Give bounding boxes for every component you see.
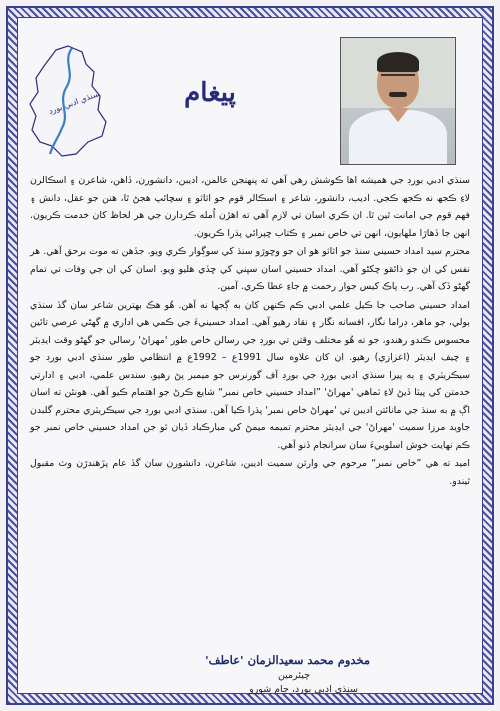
- map-label: سنڌي ادبي بورڊ: [47, 89, 101, 116]
- signatory-role: چيئرمين: [277, 670, 310, 681]
- message-paragraph: محترم سيد امداد حسيني سنڌ جو اثاثو هو ان جو وڇوڙو سنڌ کي سوڳوار ڪري ويو. جڏهن ته موت برحق آهي. هر نفس کي ان جو ذائقو چکڻو آهي. امداد حسيني اسان سڀني کي ڇڏي هليو ويو. اسان کي ان جي وفات تي تمام گهڻو ڏک آهي. رب پاڪ کيس جوار رحمت ۾ جاءِ عطا ڪري. آمين.: [30, 246, 470, 292]
- message-body: [30, 172, 470, 491]
- signature-block: [190, 653, 470, 695]
- signatory-organization: سنڌي ادبي بورڊ، ڄام شورو: [249, 684, 358, 695]
- page-title: پيغام: [184, 78, 236, 108]
- chairman-photo: [340, 37, 456, 165]
- message-paragraph: اميد ته هي ”خاص نمبر“ مرحوم جي وارثن سميت اديبن، شاعرن، دانشورن سان گڏ عام پڙهندڙن وٽ مقبول ٿيندو.: [30, 458, 470, 487]
- signatory-name: مخدوم محمد سعيدالزمان 'عاطف': [205, 653, 370, 667]
- message-paragraph: سنڌي ادبي بورڊ جي هميشه اها ڪوشش رهي آهي ته پنهنجن عالمن، اديبن، دانشورن، ڏاهن، شاعرن ۽ اسڪالرن لاءِ ڪجھ نه ڪجھ ڪجي. اديب، دانشور، شاعر ۽ اسڪالر قوم جو اثاثو ۽ سچائپ هجڻ ٿا، هنن جو عقل، دانش ۽ فهم قوم جي امانت ٿين ٿا. ان ڪري اسان تي لازم آهي ته اهڙن اُمله ڪردارن جي هر لحاظ کان خدمت ڪريون. انهن جا ڏهاڙا ملهايون، انهن تي خاص نمبر ۽ ڪتاب ڇپرائي پڌرا ڪريون.: [30, 175, 470, 239]
- message-paragraph: امداد حسيني صاحب جا ڪيل علمي ادبي ڪم ڪنهن کان به ڳجها نه آهن. هُو هڪ بهترين شاعر سان گڏ سنڌي ٻولي، جو ماهر، ڊراما نگار، افسانه نگار ۽ نقاد رهيو آهي. امداد حسينيءَ جي ڪمي هي اداري ۾ گهڻي عرصي تائين محسوس ڪندو رهندو، جو ته هُو مختلف وقتن تي بورڊ جي رسالن خاص طور 'مهراڻ' رسالي جو گهڻو وقت ايڊيٽر ۽ چيف ايڊيٽر (اعزازي) رهيو. ان کان علاوه سال 1991ع – 1992ع ۾ انتظامي طور سنڌي ادبي بورڊ جو سيڪريٽري ۽ ٻه پيرا سنڌي ادبي بورڊ جي بورڊ آف گورنرس جو ميمبر پڻ رهيو. سندس علمي، ادبي ۽ ادارتي خدمتن کي پيٽا ڏيڻ لاءِ ٽماهي 'مهراڻ' ”امداد حسيني خاص نمبر“ شايع ڪرڻ جو اهتمام ڪيو آهي. هونئن ته اسان اڳ ۾ به سنڌ جي مانائتن اديبن تي 'مهراڻ خاص نمبر' پڌرا ڪيا آهن. سنڌي ادبي بورڊ جي سيڪريٽري محترم گلبدن جاويد مرزا سميت 'مهراڻ' جي ايڊيٽر محترم تميمه ميمڻ کي مبارڪباد ڏيان ٿو جن امداد حسيني خاص نمبر جو ڪم نهايت خوش اسلوبيءَ سان سرانجام ڏنو آهي.: [30, 299, 470, 451]
